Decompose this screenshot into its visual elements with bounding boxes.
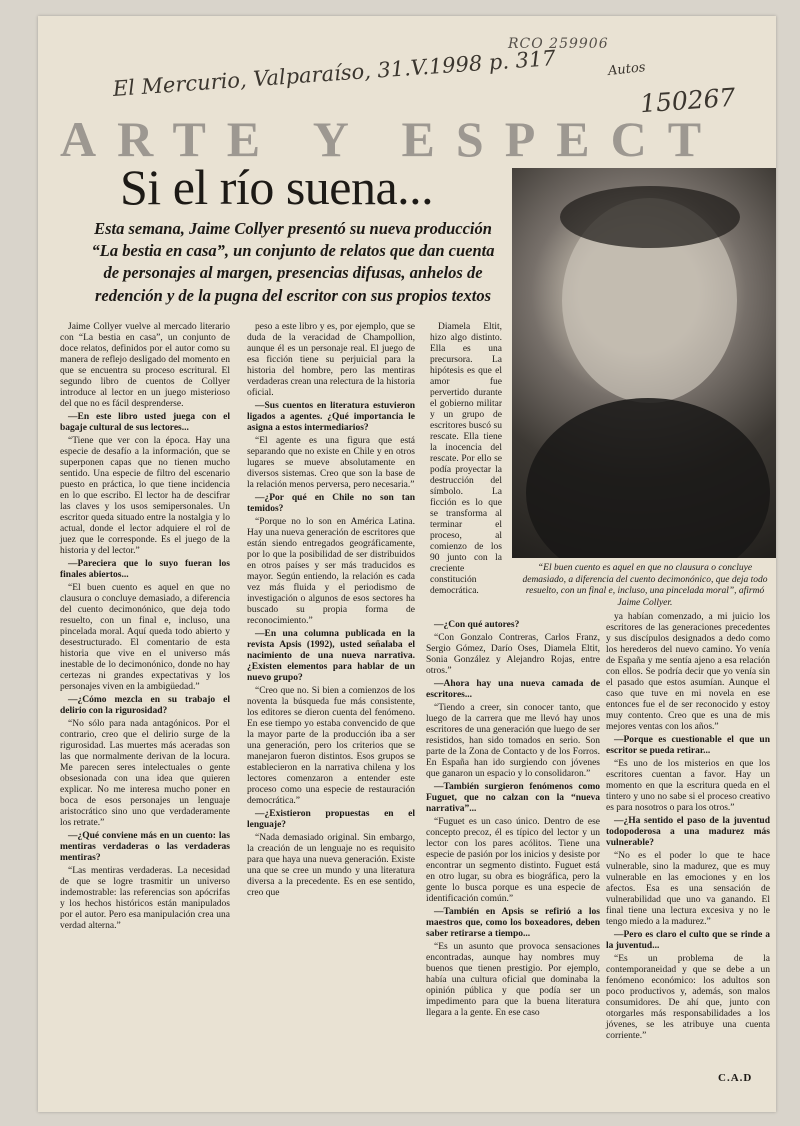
col2-paragraph: “Nada demasiado original. Sin embargo, la creación de un lenguaje no es requisito para que haya una nueva generación. Existe una que se cree un mundo y una literatura diversa a la precedente. Es en ese sentido, creo que	[247, 833, 415, 898]
handwritten-code: 150267	[639, 82, 737, 119]
col3b-question: —También en Apsis se refirió a los maestros que, como los boxeadores, deben saber retirarse a tiempo...	[426, 907, 600, 939]
photo-hair	[560, 186, 740, 248]
photo-caption: “El buen cuento es aquel en que no clausura o concluye demasiado, a diferencia del cuento decimonónico, que deja todo resuelto, con un final e, incluso, una pincelada moral”, afirmó Jaime Collyer.	[522, 563, 768, 608]
col3b-question: —También surgieron fenómenos como Fuguet, que no calzan con la “nueva narrativa”...	[426, 782, 600, 814]
col2-question: —¿Existieron propuestas en el lenguaje?	[247, 809, 415, 830]
author-photo	[512, 168, 776, 558]
section-title: ARTE Y ESPECT	[60, 111, 723, 167]
article-column-2	[247, 322, 415, 901]
col2-paragraph: “Creo que no. Si bien a comienzos de los noventa la búsqueda fue más consistente, los editores se dieron cuenta del fenómeno. En ese tiempo yo estaba convencido de que la mayor parte de la producción iba a ser una generación, pero los criterios que se manejaron fueron distintos. Esos grupos se establecieron en la narrativa chilena y los lectores comenzaron a entender este proceso como una especie de restauración democrática.”	[247, 686, 415, 806]
col2-paragraph: “El agente es una figura que está separando que no existe en Chile y en otros lugares se mueve absolutamente en diversos sistemas. Creo que son la base de la relación menos perversa, pero necesaria.”	[247, 436, 415, 490]
article-column-4	[606, 612, 770, 1044]
col4-paragraph: “Es un problema de la contemporaneidad y que se debe a un fenómeno económico: los adultos son poco productivos y, además, son malos consumidores. De ahí que, junto con otorgarles más responsabilidades a los jóvenes, se les atribuye una cuenta corriente.”	[606, 954, 770, 1041]
col4-question: —Pero es claro el culto que se rinde a la juventud...	[606, 930, 770, 951]
col4-question: —Porque es cuestionable el que un escritor se pueda retirar...	[606, 735, 770, 756]
col3b-paragraph: “Con Gonzalo Contreras, Carlos Franz, Sergio Gómez, Darío Oses, Diamela Eltit, Sonia González y Alejandro Rojas, entre otros.”	[426, 633, 600, 676]
author-signature: C.A.D	[718, 1072, 753, 1084]
col4-paragraph: “No es el poder lo que te hace vulnerable, sino la madurez, que es muy vulnerable en las emociones y en los afectos. Esa es una sensación de vulnerabilidad que uno va ganando. El final tiene una lectura excesiva y no le tengo miedo a la madurez.”	[606, 851, 770, 927]
col1-paragraph: Jaime Collyer vuelve al mercado literario con “La bestia en casa”, un conjunto de doce relatos, definidos por el autor como su manera de reflejo desligado del momento en que se encuentra su proceso escritural. El segundo libro de cuentos de Collyer introduce al lector en un juego misterioso del que no es fácil desprenderse.	[60, 322, 230, 409]
col3a-paragraph: Diamela Eltit, hizo algo distinto. Ella es una precursora. La hipótesis es que el amor fue pervertido durante el gobierno militar y un grupo de escritores buscó su rescate. Ella tiene la inocencia del rescate. Por ello se podía proyectar la destrucción del símbolo. La ficción es lo que se transforma al terminar el proceso, al comienzo de los 90 junto con la creciente constitución democrática.	[430, 322, 502, 596]
col1-paragraph: “El buen cuento es aquel en que no clausura o concluye demasiado, a diferencia del cuento decimonónico, que deja todo resuelto, con un final e, incluso, una pincelada moral. Aquí queda todo abierto y desestructurado. El comentario de esta historia que vive en el universo más inestable de lo decimonónico, donde no hay certezas ni grandes expectativas y los personajes viven en la ambigüedad.”	[60, 583, 230, 692]
col3b-paragraph: “Es un asunto que provoca sensaciones encontradas, aunque hay nombres muy buenos que tienen prestigio. Por ejemplo, había una cultura oficial que dominaba la opinión pública y que podía ser un impedimento para que la buena literatura llegara a la gente. En ese caso	[426, 942, 600, 1018]
photo-shoulders	[526, 398, 770, 558]
article-headline: Si el río suena...	[120, 159, 434, 215]
col2-question: —¿Por qué en Chile no son tan temidos?	[247, 493, 415, 514]
col1-question: —¿Cómo mezcla en su trabajo el delirio con la rigurosidad?	[60, 695, 230, 716]
handwritten-source: El Mercurio, Valparaíso, 31.V.1998 p. 317	[112, 46, 557, 101]
archive-record-code: RCO 259906	[508, 36, 609, 52]
col2-question: —En una columna publicada en la revista Apsis (1992), usted señalaba el nacimiento de una nueva narrativa. ¿Existen elementos para hablar de un nuevo grupo?	[247, 629, 415, 683]
col4-paragraph: “Es uno de los misterios en que los escritores cuentan a favor. Hay un momento en que la escritura queda en el tintero y uno no sabe si el proceso creativo es para nosotros o para los otros.”	[606, 759, 770, 813]
col2-question: —Sus cuentos en literatura estuvieron ligados a agentes. ¿Qué importancia le asigna a estos intermediarios?	[247, 401, 415, 433]
article-column-3a	[430, 322, 502, 599]
col3b-question: —¿Con qué autores?	[434, 620, 520, 630]
handwritten-note: Autos	[607, 60, 647, 79]
col2-paragraph: peso a este libro y es, por ejemplo, que se duda de la veracidad de Champollion, aunque él es un personaje real. El juego de esa ficción tiene su perjuicial para la historia del hombre, pero las mentiras verdaderas crean una relectura de la historia oficial.	[247, 322, 415, 398]
col1-paragraph: “Las mentiras verdaderas. La necesidad de que se logre trasmitir un universo indemostrable: las referencias son apócrifas y los hechos históricos están manipulados por el autor. Pero esa manipulación crea una verdad alterna.”	[60, 866, 230, 931]
article-column-1	[60, 322, 230, 934]
col2-paragraph: “Porque no lo son en América Latina. Hay una nueva generación de escritores que están siendo entregados geográficamente, por lo que la posibilidad de ser distribuidos en otros países y ser más traducidos es mayor. Según entiendo, la relación es cada vez más fluida y el periodismo de investigación o algunos de esos sectores ha buscado su propia forma de reconocimiento.”	[247, 517, 415, 626]
article-deck: Esta semana, Jaime Collyer presentó su nueva producción “La bestia en casa”, un conjunto de relatos que dan cuenta de personajes al margen, presencias difusas, anhelos de redención y de la pugna del escritor con sus propios textos	[91, 219, 495, 305]
col3b-paragraph: “Fuguet es un caso único. Dentro de ese concepto precoz, él es típico del lector y un lector con los pares acólitos. Tiene una especie de pasión por los inicios y desiste por encontrar un segmento distinto. Fuguet está en otro lugar, su obra es biográfica, pero la gente lo busca porque es una especie de identificación común.”	[426, 817, 600, 904]
col1-question: —Pareciera que lo suyo fueran los finales abiertos...	[60, 559, 230, 580]
col4-question: —¿Ha sentido el paso de la juventud todopoderosa a una madurez más vulnerable?	[606, 816, 770, 848]
col3b-question: —Ahora hay una nueva camada de escritores...	[426, 679, 600, 700]
article-column-3b	[426, 620, 600, 1021]
col1-paragraph: “No sólo para nada antagónicos. Por el contrario, creo que el delirio surge de la rigurosidad. Las muertes más aceradas son las que normalmente derivan de la locura. Me parecen seres intelectuales o gente obsesionada con una idea que quieren explicar. No me interesa mucho poner en boca de esos personajes un lenguaje aristocrático sino uno que verdaderamente los retrate.”	[60, 719, 230, 828]
col1-paragraph: “Tiene que ver con la época. Hay una especie de desafío a la información, que se superponen capas que no tienen mucho sentido. Una especie de filtro del escenario puesto en práctica, lo que tiene incidencia en lo que escribo. El lector ha de descifrar las claves y los usos semipersonales. Un escritor queda situado entre la nostalgia y lo actual, donde el lector adquiere el rol de juez que le corresponde. Es el juego de la historia y del lector.”	[60, 436, 230, 556]
col1-question: —¿Qué conviene más en un cuento: las mentiras verdaderas o las verdaderas mentiras?	[60, 831, 230, 863]
col3b-paragraph: “Tiendo a creer, sin conocer tanto, que luego de la carrera que me llevó hay unos escritores de una generación que luego de ser resistidos, han sido tomados en serio. Son parte de la Zona de Contacto y de los Forros. En España han ido surgiendo con jóvenes que ganaron un espacio y lo consolidaron.”	[426, 703, 600, 779]
col1-question: —En este libro usted juega con el bagaje cultural de sus lectores...	[60, 412, 230, 433]
col4-paragraph: ya habían comenzado, a mi juicio los escritores de las generaciones precedentes y sus discípulos designados a dedo como los herederos del nuevo camino. Yo venía de España y me sentía ajeno a esa relación con ellos. Se podría decir que yo venía sin el pasado que estos asumían. Aunque el caso que tuve en mi novela en ese entonces fue el de ser reconocido y estoy muy contento. Creo que es una de mis mejores ventas con los años.”	[606, 612, 770, 732]
